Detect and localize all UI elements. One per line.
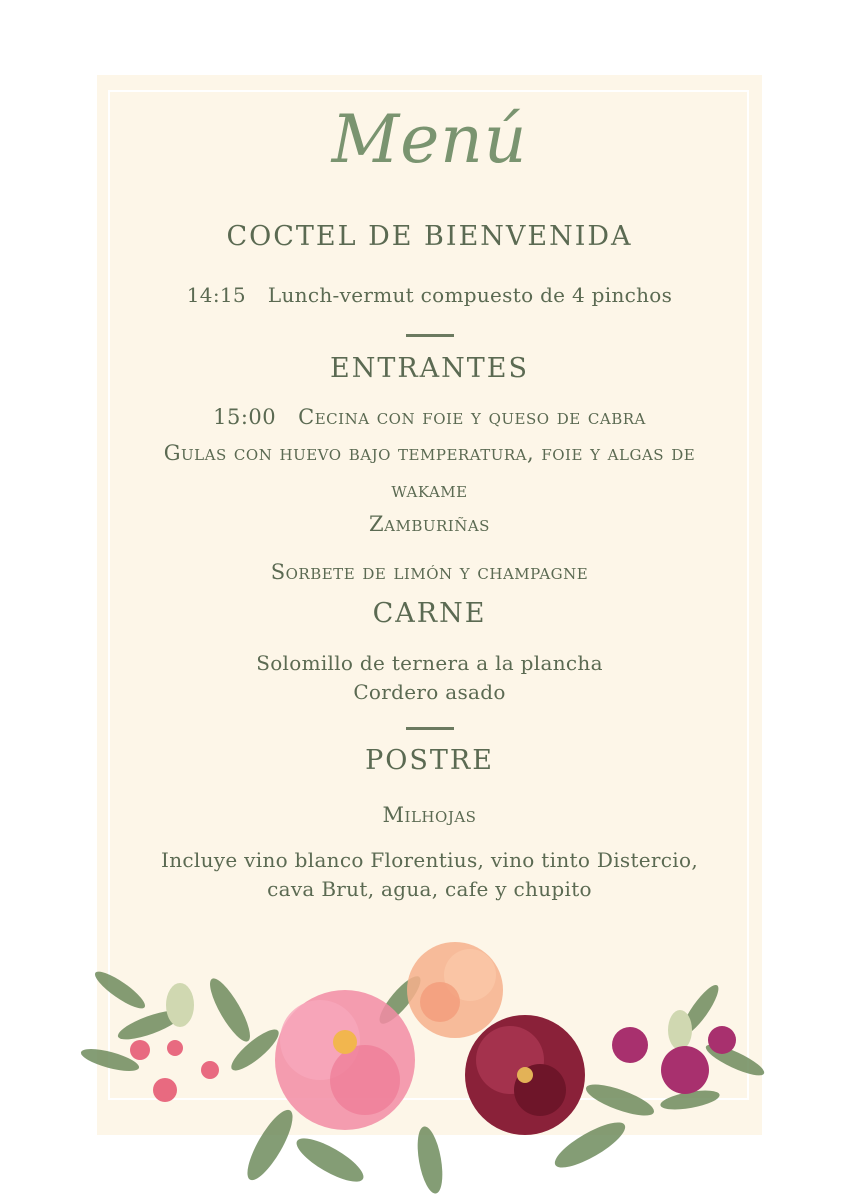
- footer-line-1: Incluye vino blanco Florentius, vino tinto Distercio,: [161, 848, 698, 872]
- menu-item-entrantes-1: [97, 405, 762, 429]
- item-label: Lunch-vermut compuesto de 4 pinchos: [267, 283, 673, 307]
- divider-rule: [406, 727, 454, 730]
- menu-item-entrantes-2: Gulas con huevo bajo temperatura, foie y algas de: [163, 441, 696, 465]
- section-heading-postre: POSTRE: [365, 745, 494, 776]
- menu-title: Menú: [331, 101, 528, 178]
- floral-decoration: [0, 930, 859, 1200]
- section-heading-coctel: COCTEL DE BIENVENIDA: [226, 221, 633, 252]
- menu-item-coctel: [97, 283, 762, 307]
- menu-item-entrantes-2-cont: wakame: [391, 478, 468, 502]
- time-label: 15:00: [213, 405, 277, 429]
- item-label: Cecina con foie y queso de cabra: [298, 405, 646, 429]
- menu-item-carne-2: Cordero asado: [353, 680, 506, 704]
- menu-item-entrantes-3: Zamburiñas: [369, 512, 490, 536]
- burgundy-flower: [465, 1015, 585, 1135]
- menu-item-carne-1: Solomillo de ternera a la plancha: [256, 651, 603, 675]
- footer-line-2: cava Brut, agua, cafe y chupito: [267, 877, 592, 901]
- menu-item-postre-1: Milhojas: [382, 803, 477, 827]
- menu-item-entrantes-4: Sorbete de limón y champagne: [270, 560, 589, 584]
- small-pink-flowers: [130, 1040, 219, 1102]
- peach-flower: [407, 942, 503, 1038]
- time-label: 14:15: [186, 283, 246, 307]
- section-heading-entrantes: ENTRANTES: [329, 353, 529, 384]
- section-heading-carne: CARNE: [372, 598, 487, 629]
- divider-rule: [406, 334, 454, 337]
- pink-peony: [275, 990, 415, 1130]
